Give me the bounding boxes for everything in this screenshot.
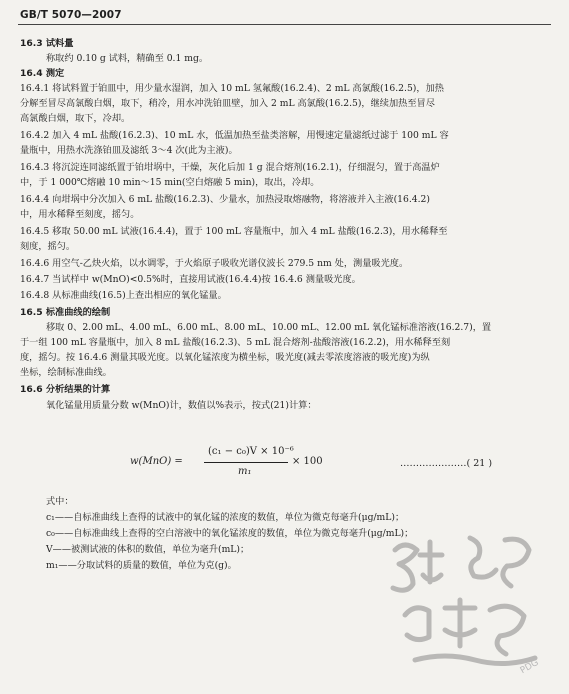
text-line: 称取约 0.10 g 试料，精确至 0.1 mg。 (46, 53, 209, 64)
text-line: 分解至冒尽高氯酸白烟，取下，稍冷，用水冲洗铂皿壁，加入 2 mL 高氯酸(16.2.5)，继续加热至冒尽 (20, 98, 435, 109)
text-line: V——被测试液的体积的数值，单位为毫升(mL)； (46, 544, 250, 555)
header-rule (18, 24, 551, 25)
text-line: 于一组 100 mL 容量瓶中，加入 8 mL 盐酸(16.2.3)、5 mL 混合熔剂-盐酸溶液(16.2.2)，用水稀释至刻 (20, 337, 451, 348)
text-line: 刻度，摇匀。 (20, 241, 76, 252)
text-line: 16.4.8 从标准曲线(16.5)上查出相应的氧化锰量。 (20, 290, 227, 301)
standard-code-header: GB/T 5070—2007 (20, 9, 122, 21)
text-line: c₁——自标准曲线上查得的试液中的氧化锰的浓度的数值，单位为微克每毫升(μg/mL)； (46, 512, 405, 523)
formula-lhs: w(MnO) = (130, 456, 183, 467)
text-line: 16.4.7 当试样中 w(MnO)<0.5%时，直接用试液(16.4.4)按 16.4.6 测量吸光度。 (20, 274, 361, 285)
seal-watermark-icon (375, 520, 560, 680)
text-line: 16.4.5 移取 50.00 mL 试液(16.4.4)，置于 100 mL 容量瓶中，加入 4 mL 盐酸(16.2.3)，用水稀释至 (20, 226, 448, 237)
text-line: 氧化锰量用质量分数 w(MnO)计，数值以%表示，按式(21)计算： (46, 400, 317, 411)
text-line: 16.4.1 将试料置于铂皿中，用少量水湿润，加入 10 mL 氢氟酸(16.2.4)、2 mL 高氯酸(16.2.5)，加热 (20, 83, 444, 94)
text-line: 式中： (46, 496, 74, 507)
text-line: 16.4.2 加入 4 mL 盐酸(16.2.3)、10 mL 水，低温加热至盐类溶解，用慢速定量滤纸过滤于 100 mL 容 (20, 130, 449, 141)
section-heading: 16.6 分析结果的计算 (20, 384, 111, 395)
pdg-watermark: PDG (518, 657, 541, 677)
text-line: m₁——分取试料的质量的数值，单位为克(g)。 (46, 560, 237, 571)
text-line: 中，于 1 000℃熔融 10 min～15 min(空白熔融 5 min)，取出，冷却。 (20, 177, 320, 188)
text-line: 16.4.3 将沉淀连同滤纸置于铂坩埚中，干燥，灰化后加 1 g 混合熔剂(16.2.1)，仔细混匀，置于高温炉 (20, 162, 440, 173)
formula-21 (130, 446, 550, 480)
section-heading: 16.3 试料量 (20, 38, 74, 49)
section-heading: 16.4 测定 (20, 68, 65, 79)
text-line: 中，用水稀释至刻度，摇匀。 (20, 209, 140, 220)
section-heading: 16.5 标准曲线的绘制 (20, 307, 111, 318)
text-line: 移取 0、2.00 mL、4.00 mL、6.00 mL、8.00 mL、10.00 mL、12.00 mL 氧化锰标准溶液(16.2.7)，置 (46, 322, 492, 333)
formula-numerator: (c₁ − c₀)V × 10⁻⁶ (208, 446, 294, 457)
text-line: 量瓶中，用热水洗涤铂皿及滤纸 3～4 次(此为主液)。 (20, 145, 238, 156)
fraction-bar (204, 462, 288, 463)
text-line: 高氯酸白烟，取下，冷却。 (20, 113, 131, 124)
formula-tail: × 100 (292, 456, 323, 467)
text-line: 16.4.4 向坩埚中分次加入 6 mL 盐酸(16.2.3)、少量水，加热浸取熔融物，将溶液并入主液(16.4.2) (20, 194, 430, 205)
text-line: 16.4.6 用空气-乙炔火焰，以水调零，于火焰原子吸收光谱仪波长 279.5 nm 处，测量吸光度。 (20, 258, 409, 269)
equation-number: …………………( 21 ) (400, 458, 493, 469)
text-line: c₀——自标准曲线上查得的空白溶液中的氧化锰浓度的数值，单位为微克每毫升(μg/mL)； (46, 528, 414, 539)
formula-denominator: m₁ (238, 466, 252, 477)
text-line: 度，摇匀。按 16.4.6 测量其吸光度。以氧化锰浓度为横坐标，吸光度(减去零浓度溶液的吸光度)为纵 (20, 352, 430, 363)
text-line: 坐标，绘制标准曲线。 (20, 367, 112, 378)
